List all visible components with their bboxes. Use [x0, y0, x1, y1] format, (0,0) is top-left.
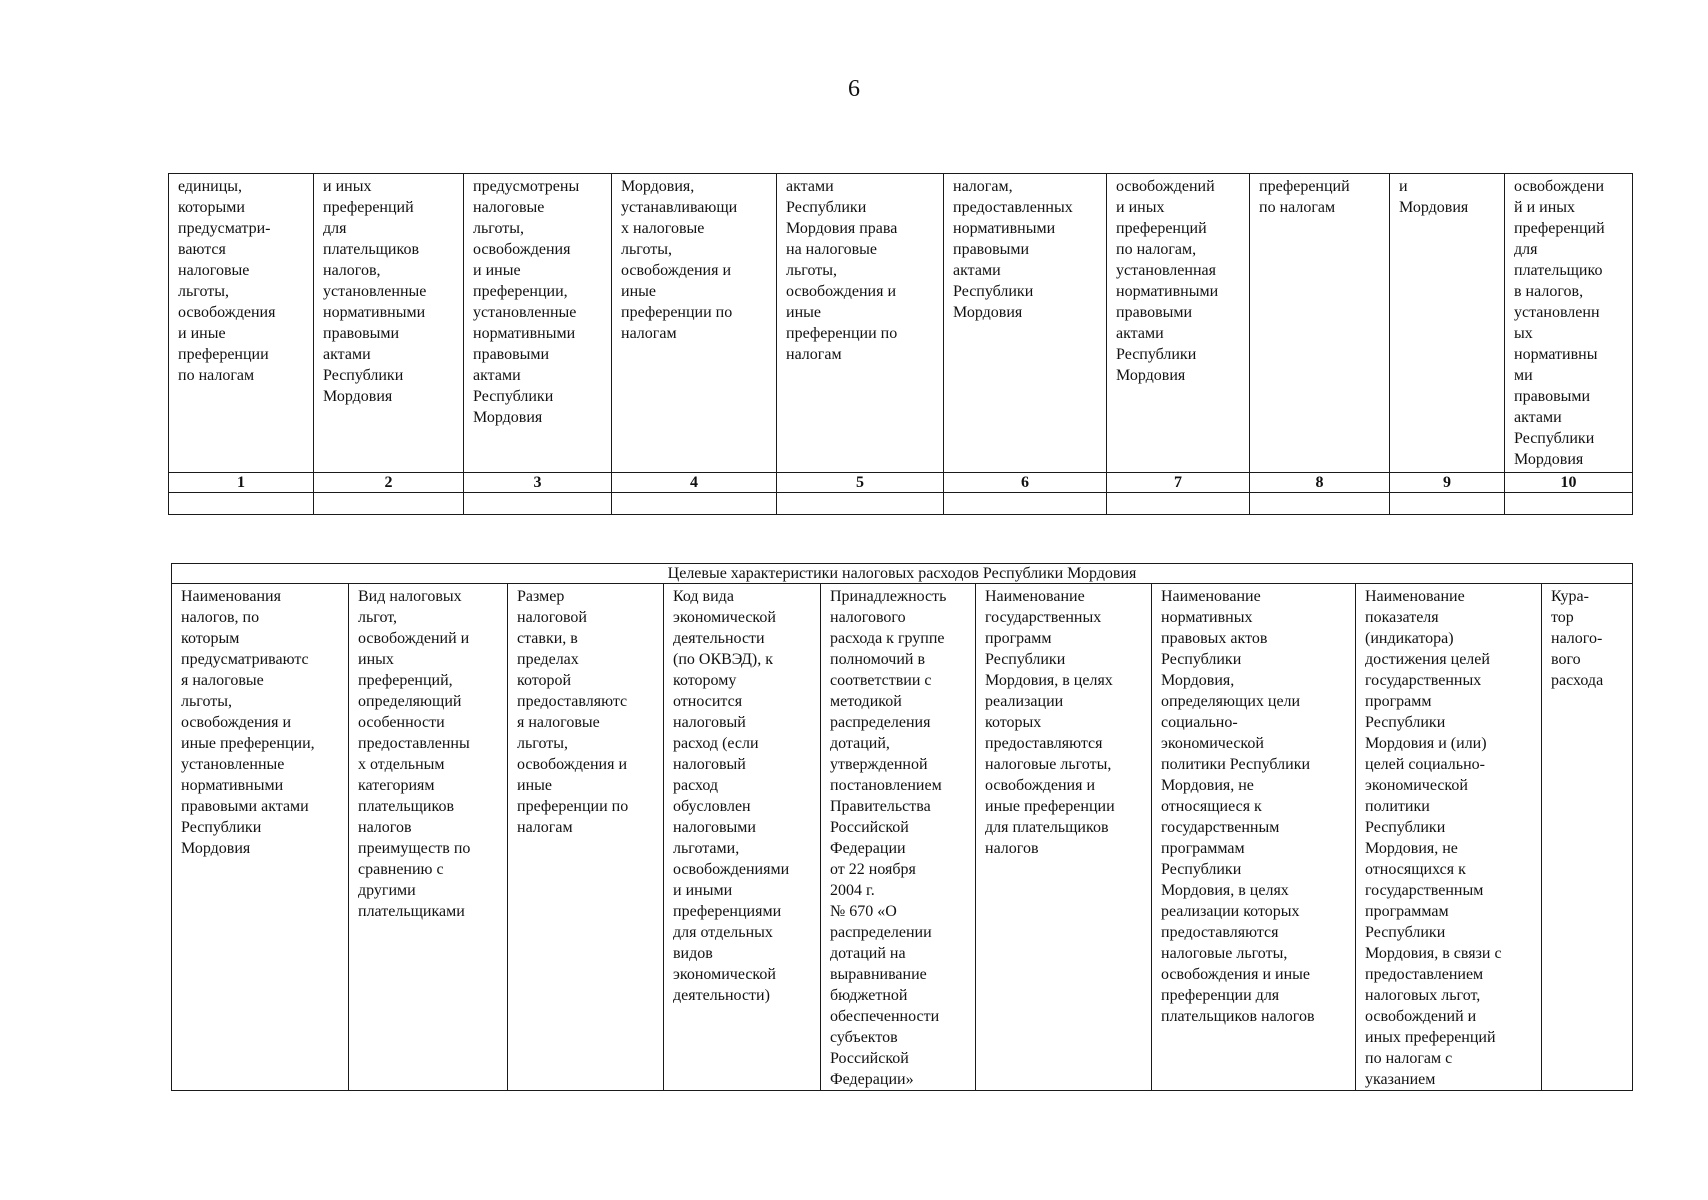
header-cell: единицы, которыми предусматри- ваются налоговые льготы, освобождения и иные преференции по налогам — [169, 174, 314, 473]
tax-benefits-table-continued — [168, 173, 1633, 515]
header-cell: Наименование государственных программ Республики Мордовия, в целях реализации которых предоставляются налоговые льготы, освобождения и иные преференции для плательщиков налогов — [976, 584, 1152, 1091]
column-number: 2 — [314, 473, 464, 493]
header-cell: Наименования налогов, по которым предусматриваютс я налоговые льготы, освобождения и иные преференции, установленные нормативными правовыми актами Республики Мордовия — [172, 584, 349, 1091]
column-number: 1 — [169, 473, 314, 493]
empty-cell — [944, 493, 1107, 515]
header-cell: Вид налоговых льгот, освобождений и иных преференций, определяющий особенности предоставленны х отдельным категориям плательщиков налогов преимуществ по сравнению с другими плательщиками — [349, 584, 508, 1091]
empty-cell — [314, 493, 464, 515]
header-cell: предусмотрены налоговые льготы, освобождения и иные преференции, установленные нормативными правовыми актами Республики Мордовия — [464, 174, 612, 473]
column-number: 8 — [1250, 473, 1390, 493]
header-cell: Наименование нормативных правовых актов Республики Мордовия, определяющих цели социально- экономической политики Республики Мордовия, не относящиеся к государственным программам Республики Мордовия, в целях реализации которых предоставляются налоговые льготы, освобождения и иные преференции для плательщиков налогов — [1152, 584, 1356, 1091]
column-number: 10 — [1505, 473, 1633, 493]
column-number: 4 — [612, 473, 777, 493]
header-cell: преференций по налогам — [1250, 174, 1390, 473]
header-cell: Кура- тор налого- вого расхода — [1542, 584, 1633, 1091]
column-number: 6 — [944, 473, 1107, 493]
header-cell: Код вида экономической деятельности (по ОКВЭД), к которому относится налоговый расход (если налоговый расход обусловлен налоговыми льготами, освобождениями и иными преференциями для отдельных видов экономической деятельности) — [664, 584, 821, 1091]
table-header-row — [172, 584, 1633, 1091]
empty-cell — [1107, 493, 1250, 515]
header-cell: Мордовия, устанавливающи х налоговые льготы, освобождения и иные преференции по налогам — [612, 174, 777, 473]
header-cell: Размер налоговой ставки, в пределах которой предоставляютс я налоговые льготы, освобождения и иные преференции по налогам — [508, 584, 664, 1091]
table-header-row — [169, 174, 1633, 473]
empty-cell — [612, 493, 777, 515]
empty-data-row — [169, 493, 1633, 515]
header-cell: актами Республики Мордовия права на налоговые льготы, освобождения и иные преференции по налогам — [777, 174, 944, 473]
column-number: 9 — [1390, 473, 1505, 493]
empty-cell — [464, 493, 612, 515]
table-title: Целевые характеристики налоговых расходов Республики Мордовия — [172, 564, 1633, 584]
empty-cell — [1250, 493, 1390, 515]
page-number: 6 — [848, 76, 860, 102]
table-title-row — [172, 564, 1633, 584]
empty-cell — [169, 493, 314, 515]
target-characteristics-table — [171, 563, 1633, 1091]
header-cell: и иных преференций для плательщиков налогов, установленные нормативными правовыми актами Республики Мордовия — [314, 174, 464, 473]
header-cell: Наименование показателя (индикатора) достижения целей государственных программ Республики Мордовия и (или) целей социально- экономической политики Республики Мордовия, не относящихся к государственным программам Республики Мордовия, в связи с предоставлением налоговых льгот, освобождений и иных преференций по налогам с указанием — [1356, 584, 1542, 1091]
header-cell: освобождений и иных преференций по налогам, установленная нормативными правовыми актами Республики Мордовия — [1107, 174, 1250, 473]
empty-cell — [1505, 493, 1633, 515]
header-cell: и Мордовия — [1390, 174, 1505, 473]
empty-cell — [1390, 493, 1505, 515]
column-number: 7 — [1107, 473, 1250, 493]
header-cell: налогам, предоставленных нормативными правовыми актами Республики Мордовия — [944, 174, 1107, 473]
header-cell: Принадлежность налогового расхода к группе полномочий в соответствии с методикой распределения дотаций, утвержденной постановлением Правительства Российской Федерации от 22 ноября 2004 г. № 670 «О распределении дотаций на выравнивание бюджетной обеспеченности субъектов Российской Федерации» — [821, 584, 976, 1091]
header-cell: освобождени й и иных преференций для плательщико в налогов, установленн ых нормативны ми правовыми актами Республики Мордовия — [1505, 174, 1633, 473]
column-number: 5 — [777, 473, 944, 493]
empty-cell — [777, 493, 944, 515]
column-number-row — [169, 473, 1633, 493]
column-number: 3 — [464, 473, 612, 493]
